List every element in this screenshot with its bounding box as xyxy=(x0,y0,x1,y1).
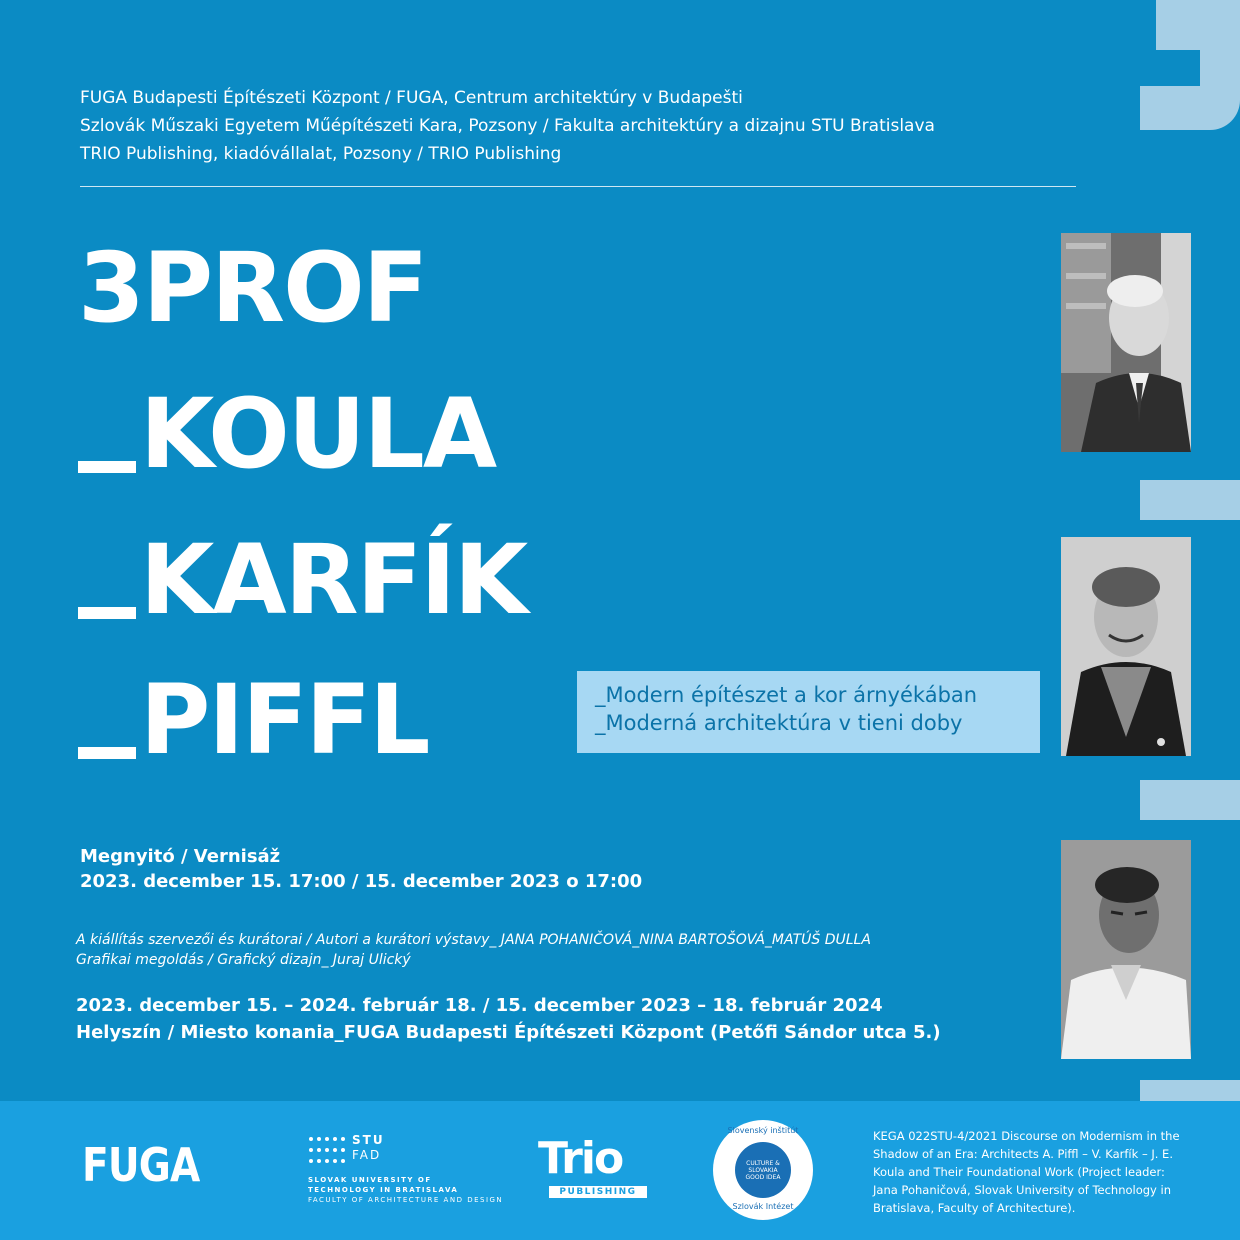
title-karfik: KARFÍK xyxy=(140,524,527,636)
organizer-line-2: Szlovák Műszaki Egyetem Műépítészeti Kara, Pozsony / Fakulta architektúry a dizajnu STU Bratislava xyxy=(80,116,935,136)
seal-line-3: GOOD IDEA xyxy=(745,1174,781,1181)
portrait-photo-2 xyxy=(1061,537,1191,756)
subtitle-hu: _Modern építészet a kor árnyékában xyxy=(595,683,978,707)
fuga-logo: FUGA xyxy=(82,1138,200,1192)
seal-line-1: CULTURE & xyxy=(746,1160,780,1167)
title-line-4 xyxy=(78,664,429,776)
underscore-mark xyxy=(78,461,136,473)
title-line-3 xyxy=(78,524,527,636)
portrait-photo-1 xyxy=(1061,233,1191,452)
trio-logo: Trio xyxy=(538,1133,623,1184)
organizer-line-1: FUGA Budapesti Építészeti Központ / FUGA, Centrum architektúry v Budapešti xyxy=(80,88,743,108)
stu-name-line-3: FACULTY OF ARCHITECTURE AND DESIGN xyxy=(308,1196,504,1204)
exhibition-venue: Helyszín / Miesto konania_FUGA Budapesti Építészeti Központ (Petőfi Sándor utca 5.) xyxy=(76,1022,941,1043)
title-koula: KOULA xyxy=(140,378,496,490)
slovak-institute-seal xyxy=(713,1120,813,1220)
seal-top-text: Slovenský inštitút xyxy=(727,1126,799,1135)
stu-fad-logo xyxy=(308,1136,352,1170)
opening-datetime: 2023. december 15. 17:00 / 15. december 2023 o 17:00 xyxy=(80,871,643,892)
subtitle-sk: _Moderná architektúra v tieni doby xyxy=(595,711,963,735)
curators-credit: A kiállítás szervezői és kurátorai / Autori a kurátori výstavy_ JANA POHANIČOVÁ_NINA BARTOŠOVÁ_MATÚŠ DULLA xyxy=(76,932,871,948)
stu-fad: FAD xyxy=(352,1148,382,1162)
design-credit: Grafikai megoldás / Grafický dizajn_ Juraj Ulický xyxy=(76,952,411,968)
title-line-2 xyxy=(78,378,496,490)
seal-bottom-text: Szlovák Intézet xyxy=(732,1202,794,1211)
kega-note: KEGA 022STU-4/2021 Discourse on Modernism in the Shadow of an Era: Architects A. Piffl – V. Karfík – J. E. Koula and Their Foundational Work (Project leader: Jana Pohaničová, Slovak University of Technology in Bratislava, Faculty of Architecture). xyxy=(873,1129,1180,1215)
title-line-1: 3PROF xyxy=(78,232,427,344)
opening-label: Megnyitó / Vernisáž xyxy=(80,846,281,867)
header-divider xyxy=(80,186,1076,187)
stu-dots-icon xyxy=(308,1136,352,1166)
title-piffl: PIFFL xyxy=(140,664,429,776)
subtitle-box xyxy=(577,671,1040,753)
seal-line-2: SLOVAKIA xyxy=(748,1167,778,1174)
seal-center-text xyxy=(713,1160,813,1181)
portrait-photo-3 xyxy=(1061,840,1191,1059)
stu-short: STU xyxy=(352,1133,385,1147)
underscore-mark xyxy=(78,607,136,619)
exhibition-dates: 2023. december 15. – 2024. február 18. / 15. december 2023 – 18. február 2024 xyxy=(76,995,883,1016)
stu-name-line-1: SLOVAK UNIVERSITY OF xyxy=(308,1176,432,1184)
trio-publishing: PUBLISHING xyxy=(549,1186,647,1198)
stu-name-line-2: TECHNOLOGY IN BRATISLAVA xyxy=(308,1186,459,1194)
organizer-line-3: TRIO Publishing, kiadóvállalat, Pozsony / TRIO Publishing xyxy=(80,144,562,164)
underscore-mark xyxy=(78,747,136,759)
